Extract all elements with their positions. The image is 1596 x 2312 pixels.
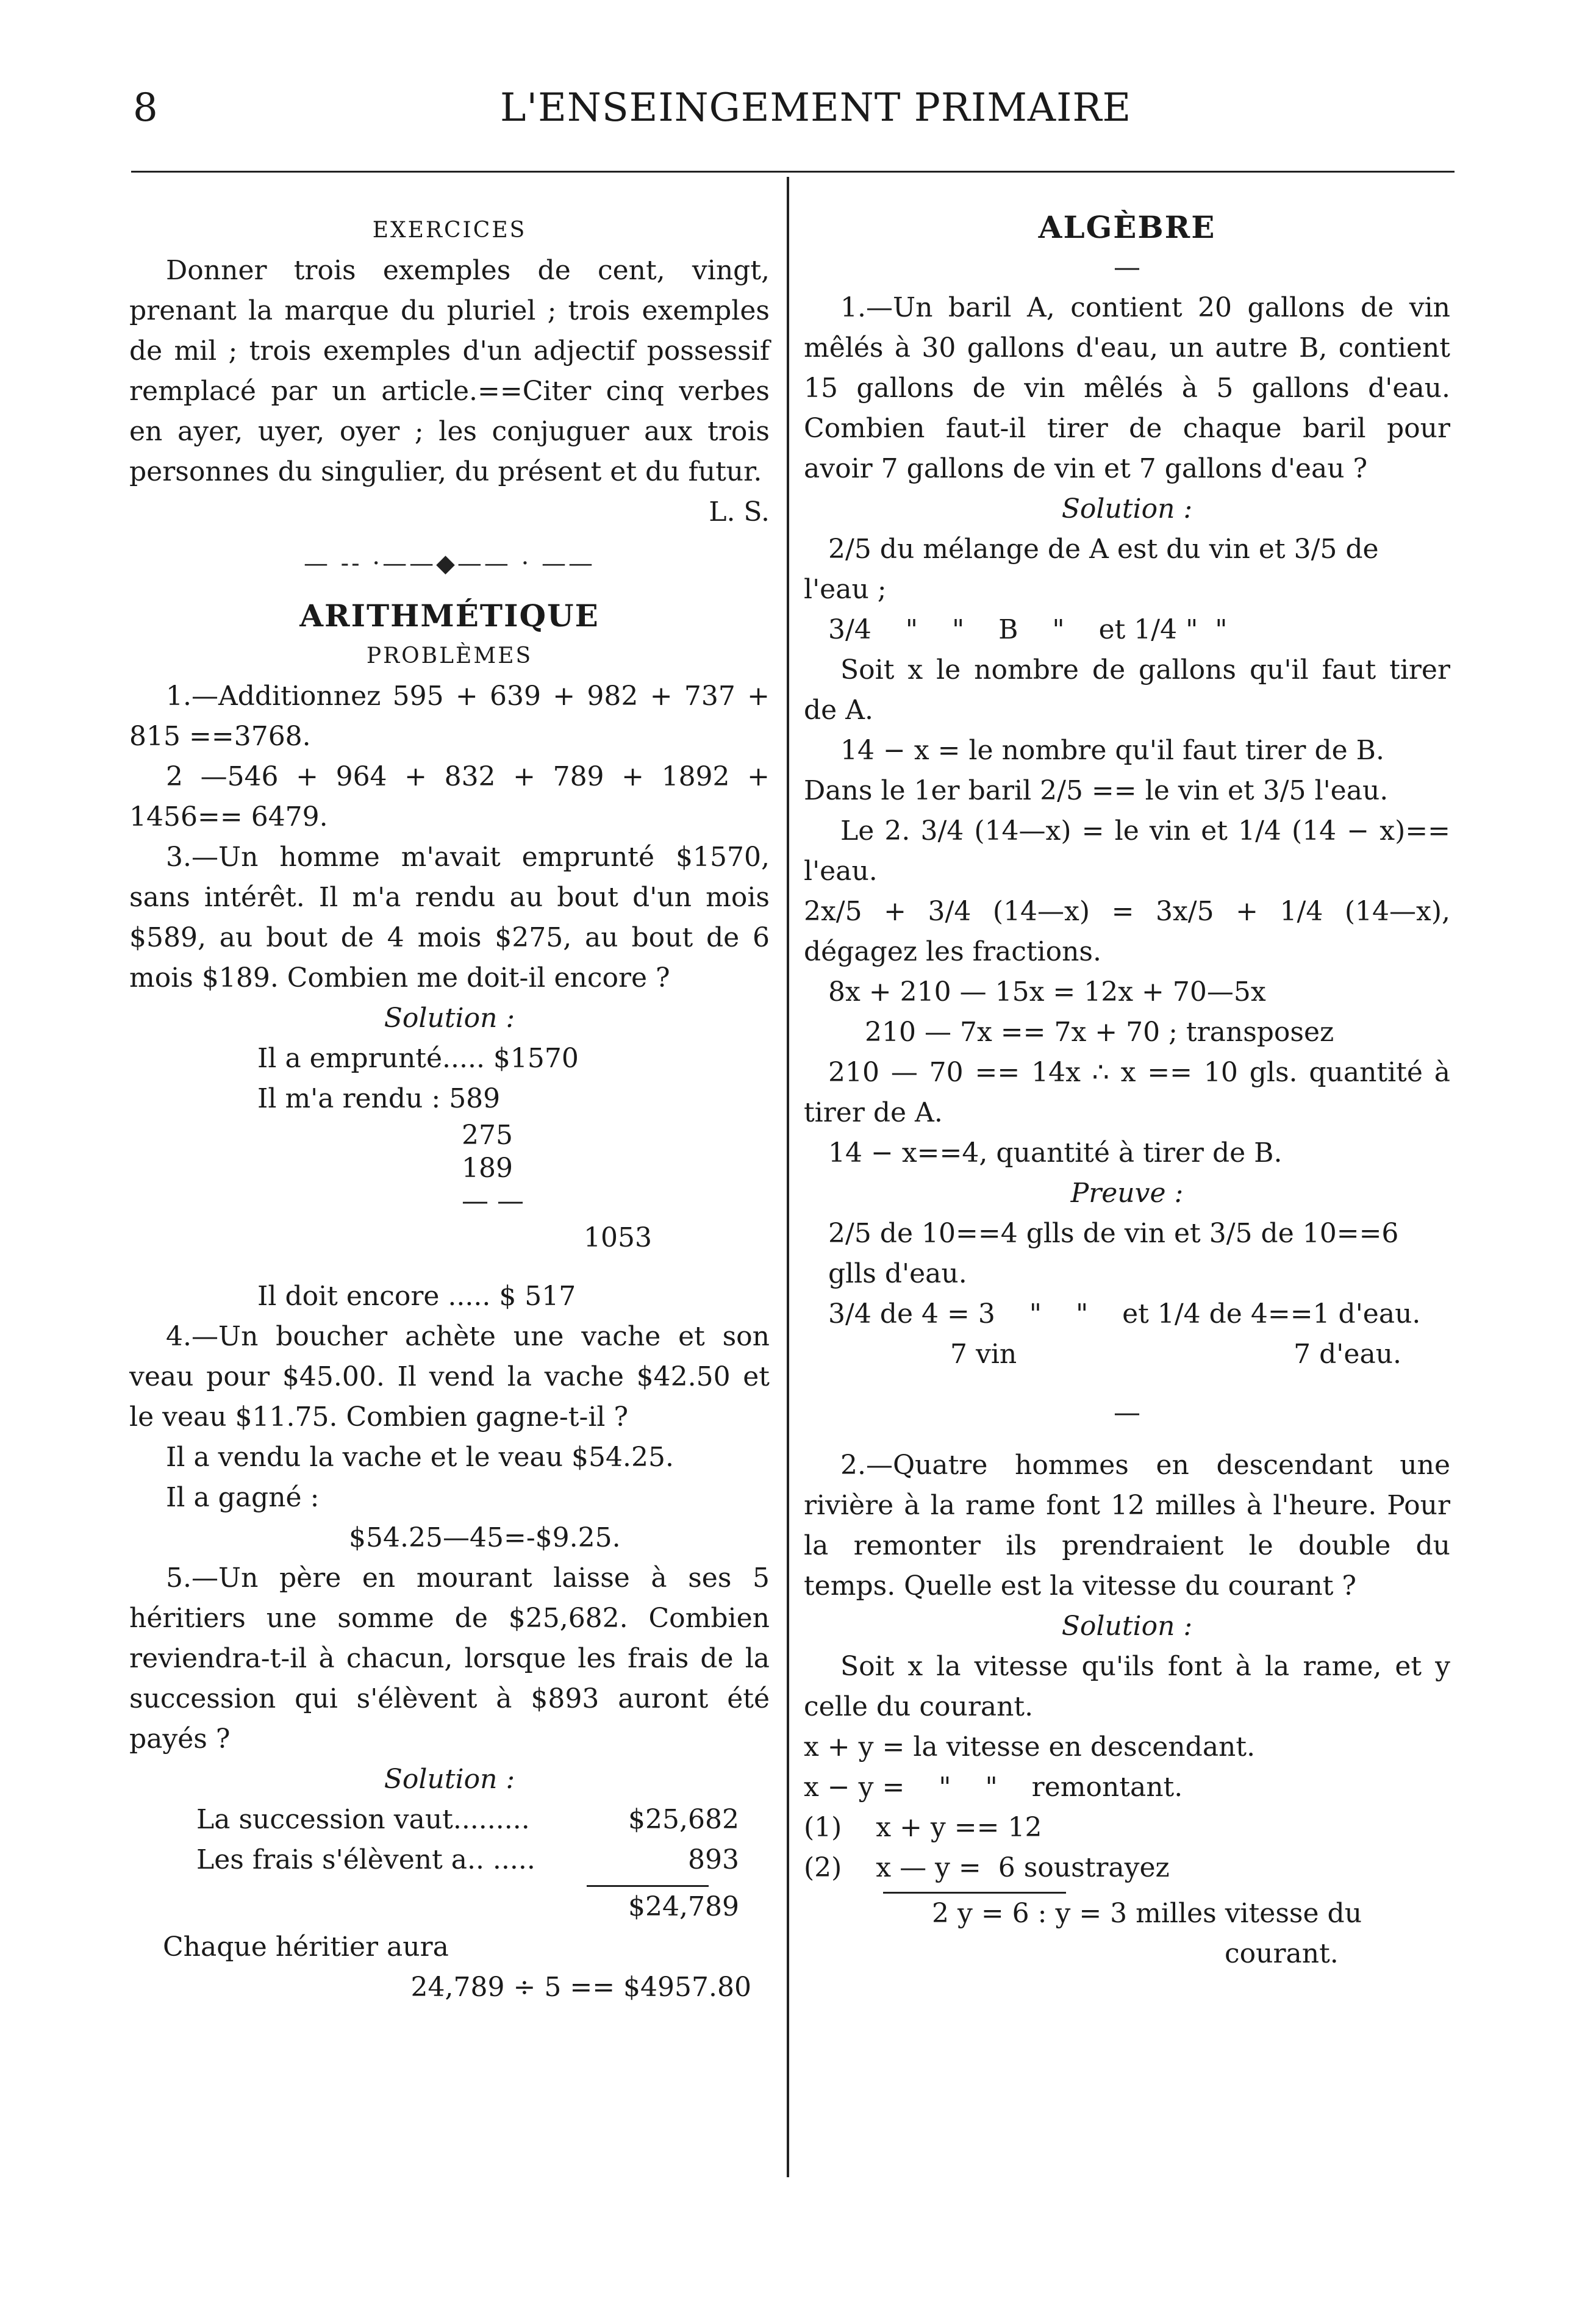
answer-line-3: Soit x le nombre de gallons qu'il faut tirer de A. xyxy=(804,654,1450,726)
answer-line-4: 14 − x = le nombre qu'il faut tirer de B. xyxy=(840,735,1384,766)
proof-line-2: 3/4 de 4 = 3 " " et 1/4 de 4==1 d'eau. xyxy=(828,1298,1421,1330)
solution-label: Solution : xyxy=(384,1003,515,1034)
answer-line-6: Le 2. 3/4 (14—x) = le vin et 1/4 (14 − x)== l'eau. xyxy=(804,815,1450,887)
c-line-3: x − y = " " remontant. xyxy=(804,1772,1183,1803)
solution-label-q2: Solution : xyxy=(1061,1611,1193,1642)
c-line-4: (1) x + y == 12 xyxy=(804,1812,1042,1843)
algebre-title: ALGÈBRE xyxy=(1038,209,1216,245)
answer-line-7: 2x/5 + 3/4 (14—x) = 3x/5 + 1/4 (14—x), dégagez les fractions. xyxy=(804,896,1450,967)
solution-label-5: Solution : xyxy=(384,1764,515,1795)
question-1: 1.—Un baril A, contient 20 gallons de vin mêlés à 30 gallons d'eau, un autre B, contient 15 gallons de vin mêlés à 5 gallons d'eau. Combien faut-il tirer de chaque baril pour avoir 7 gallons de vin et 7 gallons d'eau ? xyxy=(804,292,1450,484)
problem-1: 1.—Additionnez 595 + 639 + 982 + 737 + 815 ==3768. xyxy=(129,681,770,752)
c-line-6: 2 y = 6 : y = 3 milles vitesse du xyxy=(932,1898,1362,1929)
solution-5-label-2: Les frais s'élèvent a.. ..... xyxy=(196,1844,535,1875)
problem-5: 5.—Un père en mourant laisse à ses 5 héritiers une somme de $25,682. Combien reviendra-t-il à chacun, lorsque les frais de la succession qui s'élèvent à $893 auront été payés ? xyxy=(129,1562,770,1755)
solution-3-line-3: 275 xyxy=(462,1120,513,1151)
answer-line-11: 14 − x==4, quantité à tirer de B. xyxy=(828,1137,1283,1169)
left-column xyxy=(129,210,770,2008)
question-2: 2.—Quatre hommes en descendant une rivière à la rame font 12 milles à l'heure. Pour la remonter ils prendraient le double du temps. Quelle est la vitesse du courant ? xyxy=(804,1450,1450,1602)
answer-line-10: 210 — 70 == 14x ∴ x == 10 gls. quantité à tirer de A. xyxy=(804,1057,1450,1128)
solution-5-line-4: Chaque héritier aura xyxy=(163,1931,449,1963)
answer-line-5: Dans le 1er baril 2/5 == le vin et 3/5 l'eau. xyxy=(804,775,1389,806)
solution-5-line-5: 24,789 ÷ 5 == $4957.80 xyxy=(410,1972,751,2003)
c-line-5: (2) x — y = 6 soustrayez xyxy=(804,1852,1170,1883)
proof-line-1: 2/5 de 10==4 glls de vin et 3/5 de 10==6 glls d'eau. xyxy=(828,1218,1399,1289)
problem-4-line-1: Il a vendu la vache et le veau $54.25. xyxy=(166,1442,674,1473)
c-line-1: Soit x la vitesse qu'ils font à la rame, et y celle du courant. xyxy=(804,1651,1450,1722)
solution-5-line-3: $24,789 xyxy=(628,1891,739,1922)
problemes-title: PROBLÈMES xyxy=(366,643,533,668)
solution-3-line-4: 189 xyxy=(462,1153,513,1184)
header-rule xyxy=(131,171,1455,173)
answer-line-2: 3/4 " " B " et 1/4 " " xyxy=(828,614,1228,645)
solution-5-label-1: La succession vaut......... xyxy=(196,1804,530,1835)
column-divider xyxy=(787,177,789,2177)
solution-5-row-1 xyxy=(129,1800,770,1840)
ornament-divider: — -- ·——◆—— · —— xyxy=(303,549,596,578)
signature: L. S. xyxy=(709,496,770,528)
answer-line-1: 2/5 du mélange de A est du vin et 3/5 de l'eau ; xyxy=(804,534,1379,605)
page-number: 8 xyxy=(133,85,158,131)
solution-3-line-6: 1053 xyxy=(584,1222,652,1253)
problem-4-line-2: Il a gagné : xyxy=(166,1482,320,1513)
problem-4-line-3: $54.25—45=-$9.25. xyxy=(349,1522,621,1553)
c-line-2: x + y = la vitesse en descendant. xyxy=(804,1731,1256,1763)
proof-totals-row xyxy=(804,1334,1450,1375)
solution-3-line-7: Il doit encore ..... $ 517 xyxy=(257,1281,576,1312)
exercices-text: Donner trois exemples de cent, vingt, prenant la marque du pluriel ; trois exemples de mil ; trois exemples d'un adjectif possessif remplacé par un article.==Citer cinq verbes en ayer, uyer, oyer ; les conjuguer aux trois personnes du singulier, du présent et du futur. xyxy=(129,255,770,487)
section-dash-2: — xyxy=(1114,1397,1140,1428)
problem-2: 2 —546 + 964 + 832 + 789 + 1892 + 1456== 6479. xyxy=(129,761,770,832)
answer-line-8: 8x + 210 — 15x = 12x + 70—5x xyxy=(828,976,1266,1007)
solution-3-line-5: — — xyxy=(462,1186,524,1217)
arithmetique-title: ARITHMÉTIQUE xyxy=(299,598,599,634)
section-dash: — xyxy=(1114,252,1140,283)
solution-5-row-2 xyxy=(129,1840,770,1880)
solution-3-line-1: Il a emprunté..... $1570 xyxy=(257,1043,579,1074)
solution-5-value-2: 893 xyxy=(688,1844,739,1875)
proof-total-vin: 7 vin xyxy=(950,1339,1017,1370)
solution-label-q1: Solution : xyxy=(1061,493,1193,524)
right-column xyxy=(804,207,1450,1974)
proof-total-eau: 7 d'eau. xyxy=(1294,1339,1401,1370)
c-line-7: courant. xyxy=(1225,1938,1339,1969)
problem-4: 4.—Un boucher achète une vache et son veau pour $45.00. Il vend la vache $42.50 et le veau $11.75. Combien gagne-t-il ? xyxy=(129,1321,770,1433)
answer-line-9: 210 — 7x == 7x + 70 ; transposez xyxy=(865,1017,1334,1048)
running-title: L'ENSEINGEMENT PRIMAIRE xyxy=(500,85,1132,131)
solution-5-value-1: $25,682 xyxy=(628,1804,739,1835)
solution-3-line-2: Il m'a rendu : 589 xyxy=(257,1083,501,1114)
exercices-title: EXERCICES xyxy=(372,218,527,243)
problem-3: 3.—Un homme m'avait emprunté $1570, sans intérêt. Il m'a rendu au bout d'un mois $589, au bout de 4 mois $275, au bout de 6 mois $189. Combien me doit-il encore ? xyxy=(129,842,770,993)
preuve-label: Preuve : xyxy=(1070,1178,1184,1209)
